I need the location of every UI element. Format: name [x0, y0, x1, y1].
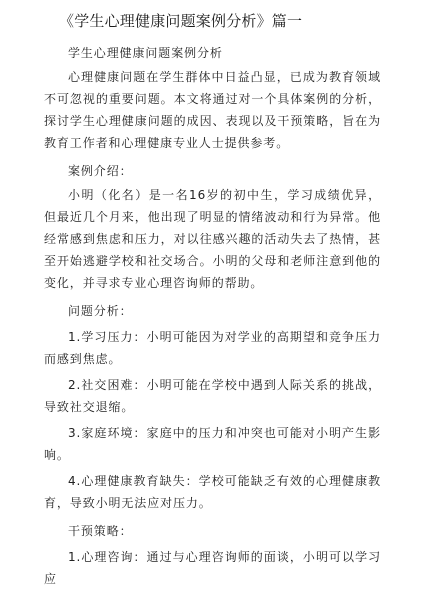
problem-item: 1.学习压力：小明可能因为对学业的高期望和竞争压力而感到焦虑。 — [44, 330, 381, 366]
intro-paragraph: 心理健康问题在学生群体中日益凸显，已成为教育领域不可忽视的重要问题。本文将通过对一个具体案例的分析，探讨学生心理健康问题的成因、表现以及干预策略，旨在为教育工作者和心理健康专业人士提供参考。 — [44, 70, 381, 150]
strategy-item: 1.心理咨询：通过与心理咨询师的面谈，小明可以学习应 — [44, 550, 381, 586]
problem-item: 3.家庭环境：家庭中的压力和冲突也可能对小明产生影响。 — [44, 426, 381, 462]
problem-heading: 问题分析： — [68, 304, 133, 318]
problem-item: 2.社交困难：小明可能在学校中遇到人际关系的挑战，导致社交退缩。 — [44, 378, 381, 414]
strategy-heading: 干预策略： — [68, 524, 133, 538]
document-body — [44, 42, 381, 590]
problem-item: 4.心理健康教育缺失：学校可能缺乏有效的心理健康教育，导致小明无法应对压力。 — [44, 474, 381, 510]
document-subtitle: 学生心理健康问题案例分析 — [68, 46, 223, 60]
case-heading: 案例介绍： — [68, 164, 133, 178]
case-paragraph: 小明（化名）是一名16岁的初中生，学习成绩优异，但最近几个月来，他出现了明显的情绪波动和行为异常。他经常感到焦虑和压力，对以往感兴趣的活动失去了热情，甚至开始逃避学校和社交场合。小明的父母和老师注意到他的变化，并寻求专业心理咨询师的帮助。 — [44, 188, 381, 290]
document-title: 《学生心理健康问题案例分析》篇一 — [59, 12, 303, 30]
